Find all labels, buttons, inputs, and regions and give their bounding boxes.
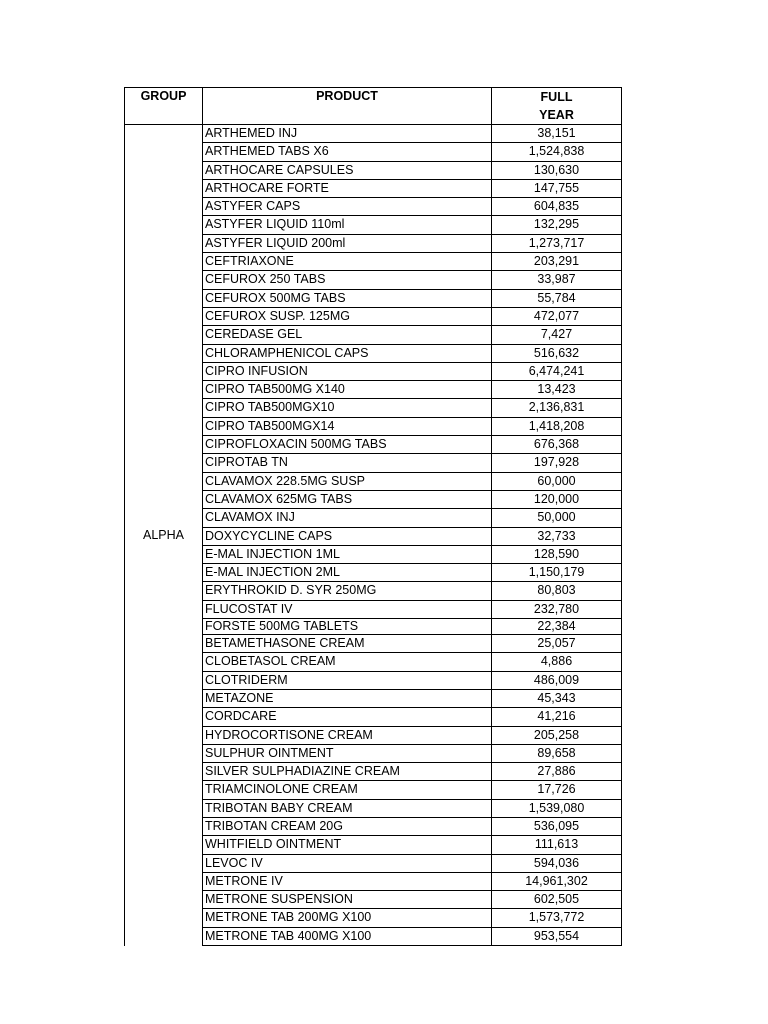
full-year-cell: 1,524,838 — [492, 143, 622, 161]
product-cell: METRONE SUSPENSION — [203, 891, 492, 909]
full-year-cell: 4,886 — [492, 653, 622, 671]
group-cell: ALPHA — [125, 125, 203, 946]
product-cell: ASTYFER CAPS — [203, 198, 492, 216]
product-cell: HYDROCORTISONE CREAM — [203, 726, 492, 744]
product-cell: FLUCOSTAT IV — [203, 600, 492, 618]
product-cell: CIPRO INFUSION — [203, 362, 492, 380]
product-cell: LEVOC IV — [203, 854, 492, 872]
product-cell: CLAVAMOX INJ — [203, 509, 492, 527]
full-year-cell: 147,755 — [492, 179, 622, 197]
header-product: PRODUCT — [203, 88, 492, 125]
full-year-cell: 60,000 — [492, 472, 622, 490]
full-year-cell: 2,136,831 — [492, 399, 622, 417]
product-cell: CIPROFLOXACIN 500MG TABS — [203, 436, 492, 454]
header-full-year — [492, 88, 622, 125]
product-cell: CEREDASE GEL — [203, 326, 492, 344]
product-cell: ARTHEMED INJ — [203, 125, 492, 143]
full-year-cell: 80,803 — [492, 582, 622, 600]
product-cell: METAZONE — [203, 689, 492, 707]
full-year-cell: 111,613 — [492, 836, 622, 854]
product-cell: CEFTRIAXONE — [203, 253, 492, 271]
full-year-cell: 205,258 — [492, 726, 622, 744]
product-cell: ERYTHROKID D. SYR 250MG — [203, 582, 492, 600]
full-year-cell: 1,418,208 — [492, 417, 622, 435]
product-cell: METRONE IV — [203, 872, 492, 890]
product-cell: SILVER SULPHADIAZINE CREAM — [203, 763, 492, 781]
product-cell: CIPROTAB TN — [203, 454, 492, 472]
product-cell: E-MAL INJECTION 2ML — [203, 564, 492, 582]
full-year-cell: 17,726 — [492, 781, 622, 799]
full-year-cell: 536,095 — [492, 817, 622, 835]
full-year-cell: 1,150,179 — [492, 564, 622, 582]
product-cell: CIPRO TAB500MGX14 — [203, 417, 492, 435]
product-cell: CHLORAMPHENICOL CAPS — [203, 344, 492, 362]
table-body — [125, 125, 622, 946]
full-year-cell: 50,000 — [492, 509, 622, 527]
product-cell: BETAMETHASONE CREAM — [203, 635, 492, 653]
product-cell: CLAVAMOX 228.5MG SUSP — [203, 472, 492, 490]
table-row — [125, 125, 622, 143]
full-year-cell: 130,630 — [492, 161, 622, 179]
sales-sheet — [124, 87, 621, 946]
product-cell: METRONE TAB 400MG X100 — [203, 927, 492, 945]
full-year-cell: 486,009 — [492, 671, 622, 689]
product-cell: E-MAL INJECTION 1ML — [203, 545, 492, 563]
full-year-cell: 128,590 — [492, 545, 622, 563]
product-cell: CEFUROX 250 TABS — [203, 271, 492, 289]
full-year-cell: 197,928 — [492, 454, 622, 472]
full-year-cell: 14,961,302 — [492, 872, 622, 890]
product-cell: CLOBETASOL CREAM — [203, 653, 492, 671]
full-year-cell: 38,151 — [492, 125, 622, 143]
product-cell: CIPRO TAB500MG X140 — [203, 381, 492, 399]
product-cell: WHITFIELD OINTMENT — [203, 836, 492, 854]
full-year-cell: 1,273,717 — [492, 234, 622, 252]
product-cell: ARTHOCARE FORTE — [203, 179, 492, 197]
product-cell: DOXYCYCLINE CAPS — [203, 527, 492, 545]
full-year-cell: 676,368 — [492, 436, 622, 454]
product-cell: TRIBOTAN CREAM 20G — [203, 817, 492, 835]
product-cell: CEFUROX SUSP. 125MG — [203, 307, 492, 325]
full-year-cell: 55,784 — [492, 289, 622, 307]
full-year-cell: 33,987 — [492, 271, 622, 289]
product-cell: SULPHUR OINTMENT — [203, 744, 492, 762]
product-cell: CLOTRIDERM — [203, 671, 492, 689]
full-year-cell: 516,632 — [492, 344, 622, 362]
full-year-cell: 232,780 — [492, 600, 622, 618]
header-full-year-line1: FULL — [540, 90, 573, 104]
full-year-cell: 22,384 — [492, 619, 622, 635]
full-year-cell: 27,886 — [492, 763, 622, 781]
full-year-cell: 1,539,080 — [492, 799, 622, 817]
product-cell: FORSTE 500MG TABLETS — [203, 619, 492, 635]
product-cell: TRIAMCINOLONE CREAM — [203, 781, 492, 799]
product-cell: CEFUROX 500MG TABS — [203, 289, 492, 307]
product-cell: ARTHOCARE CAPSULES — [203, 161, 492, 179]
full-year-cell: 132,295 — [492, 216, 622, 234]
header-row — [125, 88, 622, 125]
full-year-cell: 953,554 — [492, 927, 622, 945]
full-year-cell: 6,474,241 — [492, 362, 622, 380]
full-year-cell: 120,000 — [492, 490, 622, 508]
full-year-cell: 41,216 — [492, 708, 622, 726]
full-year-cell: 25,057 — [492, 635, 622, 653]
product-cell: ARTHEMED TABS X6 — [203, 143, 492, 161]
full-year-cell: 89,658 — [492, 744, 622, 762]
product-cell: METRONE TAB 200MG X100 — [203, 909, 492, 927]
table-header — [125, 88, 622, 125]
full-year-cell: 594,036 — [492, 854, 622, 872]
product-cell: TRIBOTAN BABY CREAM — [203, 799, 492, 817]
product-cell: ASTYFER LIQUID 110ml — [203, 216, 492, 234]
full-year-cell: 602,505 — [492, 891, 622, 909]
product-cell: ASTYFER LIQUID 200ml — [203, 234, 492, 252]
product-cell: CORDCARE — [203, 708, 492, 726]
product-sales-table — [124, 87, 622, 946]
full-year-cell: 1,573,772 — [492, 909, 622, 927]
header-full-year-line2: YEAR — [539, 108, 574, 122]
full-year-cell: 32,733 — [492, 527, 622, 545]
product-cell: CIPRO TAB500MGX10 — [203, 399, 492, 417]
full-year-cell: 203,291 — [492, 253, 622, 271]
full-year-cell: 472,077 — [492, 307, 622, 325]
full-year-cell: 7,427 — [492, 326, 622, 344]
header-group: GROUP — [125, 88, 203, 125]
full-year-cell: 13,423 — [492, 381, 622, 399]
full-year-cell: 604,835 — [492, 198, 622, 216]
product-cell: CLAVAMOX 625MG TABS — [203, 490, 492, 508]
full-year-cell: 45,343 — [492, 689, 622, 707]
